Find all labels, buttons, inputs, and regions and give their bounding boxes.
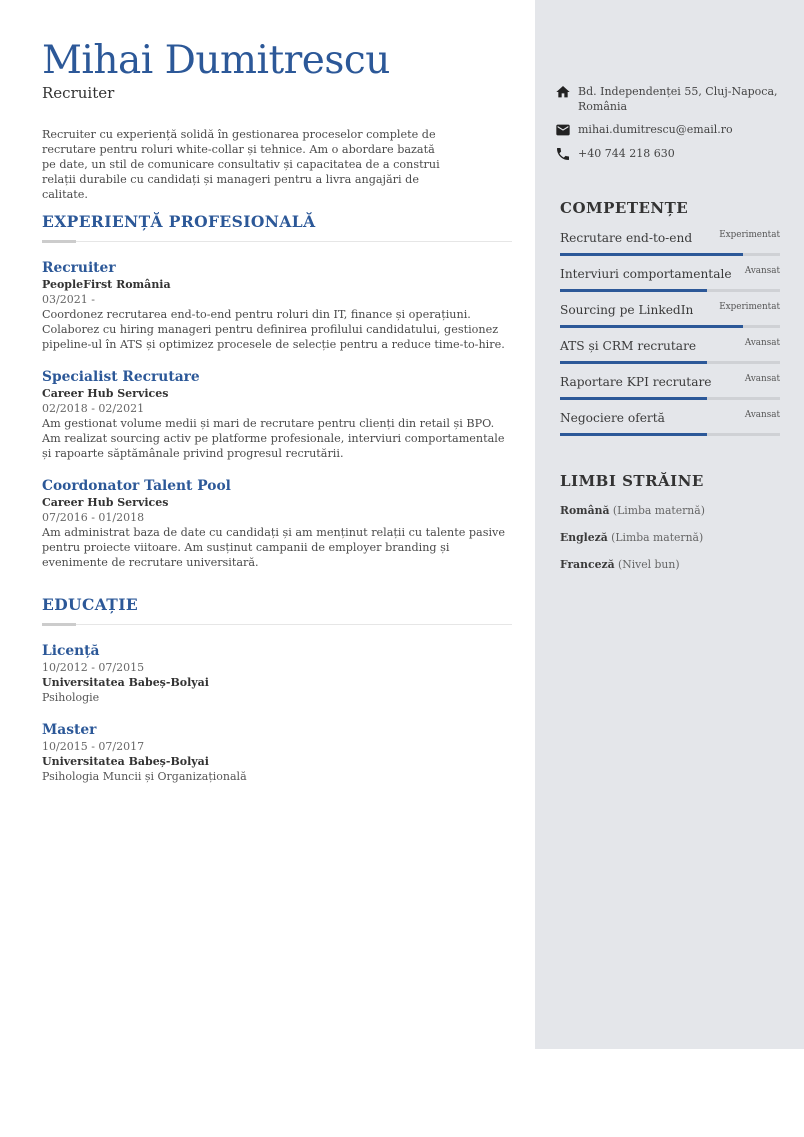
skill-item <box>560 267 780 289</box>
skill-level: Avansat <box>744 338 780 348</box>
job-dates: 07/2016 - 01/2018 <box>42 511 145 524</box>
skill-item <box>560 411 780 433</box>
skill-name: Raportare KPI recrutare <box>560 375 712 389</box>
experience-section <box>42 212 512 570</box>
experience-heading: EXPERIENȚĂ PROFESIONALĂ <box>42 212 316 231</box>
skill-name: Recrutare end-to-end <box>560 231 693 245</box>
field-of-study: Psihologia Muncii și Organizațională <box>42 770 247 783</box>
education-heading: EDUCAȚIE <box>42 595 139 614</box>
skill-name: Negociere ofertă <box>560 411 665 425</box>
skill-bar <box>560 325 780 328</box>
skills-heading: COMPETENȚE <box>560 199 689 217</box>
degree-title: Licență <box>42 643 100 659</box>
skill-item <box>560 339 780 361</box>
job-entry <box>42 259 512 352</box>
language-level: (Limba maternă) <box>612 504 705 517</box>
education-section <box>42 595 512 784</box>
address-text: Bd. Independenței 55, Cluj-Napoca, România <box>578 85 778 113</box>
candidate-name: Mihai Dumitrescu <box>42 38 390 83</box>
education-dates: 10/2015 - 07/2017 <box>42 740 145 753</box>
language-name: Română <box>560 504 610 517</box>
contact-address <box>555 84 785 114</box>
skill-bar <box>560 253 780 256</box>
skill-name: Interviuri comportamentale <box>560 267 732 281</box>
skill-level: Experimentat <box>719 302 780 312</box>
phone-text[interactable]: +40 744 218 630 <box>578 147 675 160</box>
skill-level: Experimentat <box>719 230 780 240</box>
skill-bar <box>560 289 780 292</box>
sidebar <box>535 0 804 1049</box>
job-company: Career Hub Services <box>42 387 169 400</box>
job-title: Recruiter <box>42 260 116 276</box>
education-dates: 10/2012 - 07/2015 <box>42 661 145 674</box>
language-name: Engleză <box>560 531 608 544</box>
language-item <box>560 556 780 573</box>
school-name: Universitatea Babeș-Bolyai <box>42 755 209 768</box>
profile-summary: Recruiter cu experiență solidă în gestionarea proceselor complete de recrutare pentru roluri white-collar și tehnice. Am o abordare bazată pe date, un stil de comunicare consultativ și capacitatea de a construi relații durabile cu candidați și manageri pentru a livra angajări de calitate. <box>42 128 440 201</box>
section-divider <box>42 240 512 243</box>
skill-item <box>560 375 780 397</box>
job-title: Coordonator Talent Pool <box>42 478 231 494</box>
school-name: Universitatea Babeș-Bolyai <box>42 676 209 689</box>
candidate-role: Recruiter <box>42 84 115 102</box>
skill-item <box>560 303 780 325</box>
email-text[interactable]: mihai.dumitrescu@email.ro <box>578 123 733 136</box>
job-description: Am administrat baza de date cu candidați și am menținut relații cu talente pasive pentru proiecte viitoare. Am susținut campanii de employer branding și evenimente de recrutare universitară. <box>42 526 505 569</box>
contact-phone <box>555 146 785 162</box>
skill-item <box>560 231 780 253</box>
education-entry <box>42 721 512 784</box>
job-description: Coordonez recrutarea end-to-end pentru roluri din IT, finance și operațiuni. Colaborez cu hiring manageri pentru definirea profilului candidatului, gestionez pipeline-ul în ATS și optimizez procesele de selecție pentru a reduce time-to-hire. <box>42 308 505 351</box>
contact-email <box>555 122 785 138</box>
skills-section <box>560 199 780 433</box>
contact-info <box>555 84 785 170</box>
mail-icon <box>555 122 571 138</box>
skill-name: ATS și CRM recrutare <box>560 339 697 353</box>
field-of-study: Psihologie <box>42 691 100 704</box>
language-name: Franceză <box>560 558 615 571</box>
job-dates: 02/2018 - 02/2021 <box>42 402 145 415</box>
phone-icon <box>555 146 571 162</box>
language-item <box>560 529 780 546</box>
skill-name: Sourcing pe LinkedIn <box>560 303 694 317</box>
language-level: (Nivel bun) <box>618 558 680 571</box>
skill-level: Avansat <box>744 266 780 276</box>
job-entry <box>42 368 512 461</box>
job-title: Specialist Recrutare <box>42 369 200 385</box>
skill-bar <box>560 433 780 436</box>
job-description: Am gestionat volume medii și mari de recrutare pentru clienți din retail și BPO. Am realizat sourcing activ pe platforme profesionale, interviuri comportamentale și rapoarte săptămânale privind progresul recrutării. <box>42 417 505 460</box>
section-divider <box>42 623 512 626</box>
education-entry <box>42 642 512 705</box>
languages-heading: LIMBI STRĂINE <box>560 472 704 490</box>
skill-level: Avansat <box>744 374 780 384</box>
languages-section <box>560 472 780 573</box>
job-company: PeopleFirst România <box>42 278 171 291</box>
job-dates: 03/2021 - <box>42 293 95 306</box>
language-item <box>560 502 780 519</box>
language-level: (Limba maternă) <box>611 531 704 544</box>
job-company: Career Hub Services <box>42 496 169 509</box>
degree-title: Master <box>42 722 97 738</box>
skill-level: Avansat <box>744 410 780 420</box>
home-icon <box>555 84 571 100</box>
skill-bar <box>560 361 780 364</box>
job-entry <box>42 477 512 570</box>
skill-bar <box>560 397 780 400</box>
